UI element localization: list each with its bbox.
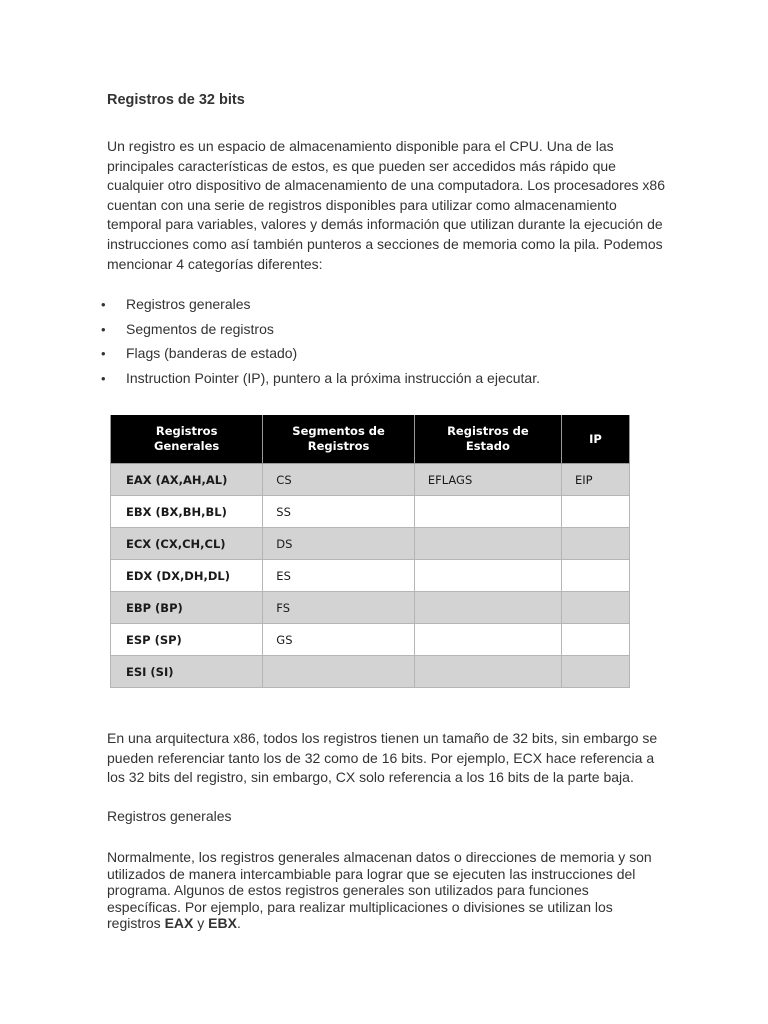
table-cell: FS xyxy=(263,592,415,624)
bullet-icon: • xyxy=(101,321,106,337)
table-row xyxy=(111,560,630,592)
table-row xyxy=(111,592,630,624)
intro-line: cualquier otro dispositivo de almacenamiento de una computadora. Los procesadores x86 xyxy=(107,177,666,194)
list-item-label: Segmentos de registros xyxy=(126,320,274,337)
table-cell: EDX (DX,DH,DL) xyxy=(111,560,263,592)
table-row xyxy=(111,624,630,656)
intro-line: instrucciones como así también punteros a secciones de memoria como la pila. Podemos xyxy=(107,235,663,252)
general-paragraph xyxy=(107,849,667,932)
table-cell: ES xyxy=(263,560,415,592)
table-cell: SS xyxy=(263,496,415,528)
table-cell: EFLAGS xyxy=(414,464,561,496)
general-line: utilizados de manera intercambiable para lograr que se ejecuten las instrucciones del xyxy=(107,865,636,882)
list-item xyxy=(90,344,540,369)
bullet-icon: • xyxy=(101,297,106,312)
table-cell: EAX (AX,AH,AL) xyxy=(111,464,263,496)
list-item-label: Registros generales xyxy=(126,296,251,312)
table-cell xyxy=(561,592,629,624)
list-item xyxy=(90,320,540,345)
intro-line: temporal para variables, valores y demás información que utilizan durante la ejecución de xyxy=(107,216,663,233)
bullet-icon: • xyxy=(101,370,106,386)
header-ip: IP xyxy=(561,415,629,464)
table-cell xyxy=(561,496,629,528)
table-cell: CS xyxy=(263,464,415,496)
intro-line: Un registro es un espacio de almacenamiento disponible para el CPU. Una de las xyxy=(107,138,614,154)
table-cell xyxy=(414,592,561,624)
register-ebx: EBX xyxy=(208,915,237,931)
bullet-icon: • xyxy=(101,346,106,362)
table-cell xyxy=(263,656,415,688)
table-cell xyxy=(414,656,561,688)
size-paragraph xyxy=(107,729,667,788)
header-segment-registers: Segmentos de Registros xyxy=(263,415,415,464)
table-cell: EIP xyxy=(561,464,629,496)
intro-line: mencionar 4 categorías diferentes: xyxy=(107,255,323,272)
table-cell xyxy=(414,496,561,528)
general-line: específicas. Por ejemplo, para realizar multiplicaciones o divisiones se utilizan los xyxy=(107,898,613,915)
general-line: Normalmente, los registros generales almacenan datos o direcciones de memoria y son xyxy=(107,849,652,865)
table-cell: ESI (SI) xyxy=(111,656,263,688)
intro-line: principales características de estos, es que pueden ser accedidos más rápido que xyxy=(107,157,616,174)
table-row xyxy=(111,496,630,528)
table-cell xyxy=(561,528,629,560)
size-line: pueden referenciar tanto los de 32 como de 16 bits. Por ejemplo, ECX hace referencia a xyxy=(107,749,655,766)
table-cell xyxy=(561,624,629,656)
table-cell: ESP (SP) xyxy=(111,624,263,656)
category-list xyxy=(90,295,540,393)
size-line: los 32 bits del registro, sin embargo, CX solo referencia a los 16 bits de la parte baja. xyxy=(107,769,634,786)
size-line: En una arquitectura x86, todos los registros tienen un tamaño de 32 bits, sin embargo se xyxy=(107,730,658,746)
list-item-label: Flags (banderas de estado) xyxy=(126,345,298,362)
table-cell xyxy=(414,624,561,656)
table-cell: GS xyxy=(263,624,415,656)
intro-line: cuentan con una serie de registros disponibles para utilizar como almacenamiento xyxy=(107,196,617,213)
intro-paragraph xyxy=(107,137,667,274)
table-cell xyxy=(561,560,629,592)
table-header-row xyxy=(111,415,630,464)
general-line: programa. Algunos de estos registros generales son utilizados para funciones xyxy=(107,882,589,898)
subheading-general-registers: Registros generales xyxy=(107,808,232,824)
table-row xyxy=(111,528,630,560)
general-line-mid: y xyxy=(193,915,209,931)
table-cell: DS xyxy=(263,528,415,560)
registers-table xyxy=(110,415,630,688)
table-cell xyxy=(414,560,561,592)
table-cell: EBP (BP) xyxy=(111,592,263,624)
general-line-suffix: . xyxy=(236,915,241,931)
table-cell: EBX (BX,BH,BL) xyxy=(111,496,263,528)
register-eax: EAX xyxy=(164,915,194,931)
table-row xyxy=(111,464,630,496)
list-item xyxy=(90,295,540,320)
header-status-registers: Registros de Estado xyxy=(414,415,561,464)
table-cell: ECX (CX,CH,CL) xyxy=(111,528,263,560)
list-item-label: Instruction Pointer (IP), puntero a la próxima instrucción a ejecutar. xyxy=(126,369,540,386)
section-title: Registros de 32 bits xyxy=(107,92,245,108)
table-cell xyxy=(561,656,629,688)
table-row xyxy=(111,656,630,688)
list-item xyxy=(90,369,540,394)
general-line-prefix: registros xyxy=(107,915,165,931)
header-general-registers: Registros Generales xyxy=(111,415,263,464)
table-cell xyxy=(414,528,561,560)
